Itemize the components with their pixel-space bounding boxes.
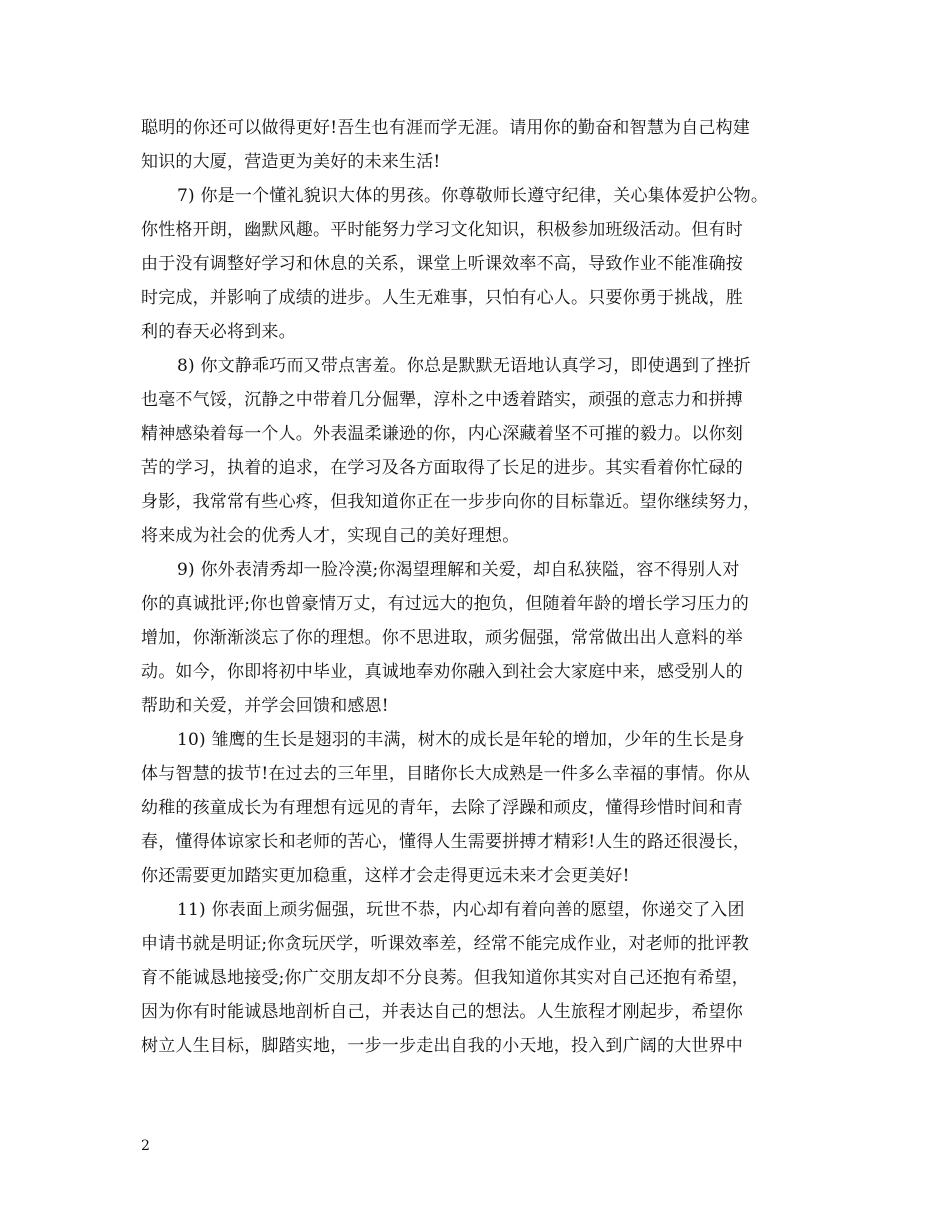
text-line: 因为你有时能诚恳地剖析自己，并表达自己的想法。人生旅程才刚起步，希望你 [141, 1002, 743, 1022]
paragraph-8-start: 8) 你文静乖巧而又带点害羞。你总是默默无语地认真学习，即使遇到了挫折 [177, 356, 751, 376]
text-line: 幼稚的孩童成长为有理想有远见的青年，去除了浮躁和顽皮，懂得珍惜时间和青 [141, 798, 743, 818]
text-line: 你性格开朗，幽默风趣。平时能努力学习文化知识，积极参加班级活动。但有时 [141, 220, 743, 240]
text-line: 苦的学习，执着的追求，在学习及各方面取得了长足的进步。其实看着你忙碌的 [141, 458, 743, 478]
text-line: 帮助和关爱，并学会回馈和感恩! [141, 696, 389, 716]
text-line: 育不能诚恳地接受;你广交朋友却不分良莠。但我知道你其实对自己还抱有希望， [141, 968, 749, 988]
text-line: 动。如今，你即将初中毕业，真诚地奉劝你融入到社会大家庭中来，感受别人的 [141, 662, 743, 682]
text-line: 体与智慧的拔节!在过去的三年里，目睹你长大成熟是一件多么幸福的事情。你从 [141, 764, 751, 784]
text-line: 春，懂得体谅家长和老师的苦心，懂得人生需要拼搏才精彩!人生的路还很漫长， [141, 832, 751, 852]
text-line: 身影，我常常有些心疼，但我知道你正在一步步向你的目标靠近。望你继续努力， [141, 492, 761, 512]
paragraph-7-start: 7) 你是一个懂礼貌识大体的男孩。你尊敬师长遵守纪律，关心集体爱护公物。 [177, 186, 769, 206]
text-line: 知识的大厦，营造更为美好的未来生活! [141, 152, 441, 172]
paragraph-10-start: 10) 雏鹰的生长是翅羽的丰满，树木的成长是年轮的增加，少年的生长是身 [177, 730, 745, 750]
paragraph-9-start: 9) 你外表清秀却一脸冷漠;你渴望理解和关爱，却自私狭隘，容不得别人对 [177, 560, 740, 580]
text-line: 时完成，并影响了成绩的进步。人生无难事，只怕有心人。只要你勇于挑战，胜 [141, 288, 743, 308]
text-line: 精神感染着每一个人。外表温柔谦逊的你，内心深藏着坚不可摧的毅力。以你刻 [141, 424, 743, 444]
document-body [141, 111, 821, 1063]
text-line: 申请书就是明证;你贪玩厌学，听课效率差，经常不能完成作业，对老师的批评教 [141, 934, 749, 954]
page-number: 2 [141, 1138, 150, 1154]
text-line: 你还需要更加踏实更加稳重，这样才会走得更远未来才会更美好! [141, 866, 630, 886]
text-line: 树立人生目标，脚踏实地，一步一步走出自我的小天地，投入到广阔的大世界中 [141, 1036, 743, 1056]
text-line: 增加，你渐渐淡忘了你的理想。你不思进取，顽劣倔强，常常做出出人意料的举 [141, 628, 743, 648]
text-line: 你的真诚批评;你也曾豪情万丈，有过远大的抱负，但随着年龄的增长学习压力的 [141, 594, 749, 614]
text-line: 将来成为社会的优秀人才，实现自己的美好理想。 [141, 526, 520, 546]
text-line: 聪明的你还可以做得更好!吾生也有涯而学无涯。请用你的勤奋和智慧为自己构建 [141, 118, 751, 138]
paragraph-11-start: 11) 你表面上顽劣倔强，玩世不恭，内心却有着向善的愿望，你递交了入团 [177, 900, 745, 920]
text-line: 也毫不气馁，沉静之中带着几分倔犟，淳朴之中透着踏实，顽强的意志力和拼搏 [141, 390, 743, 410]
text-line: 利的春天必将到来。 [141, 322, 296, 342]
text-line: 由于没有调整好学习和休息的关系，课堂上听课效率不高，导致作业不能准确按 [141, 254, 743, 274]
